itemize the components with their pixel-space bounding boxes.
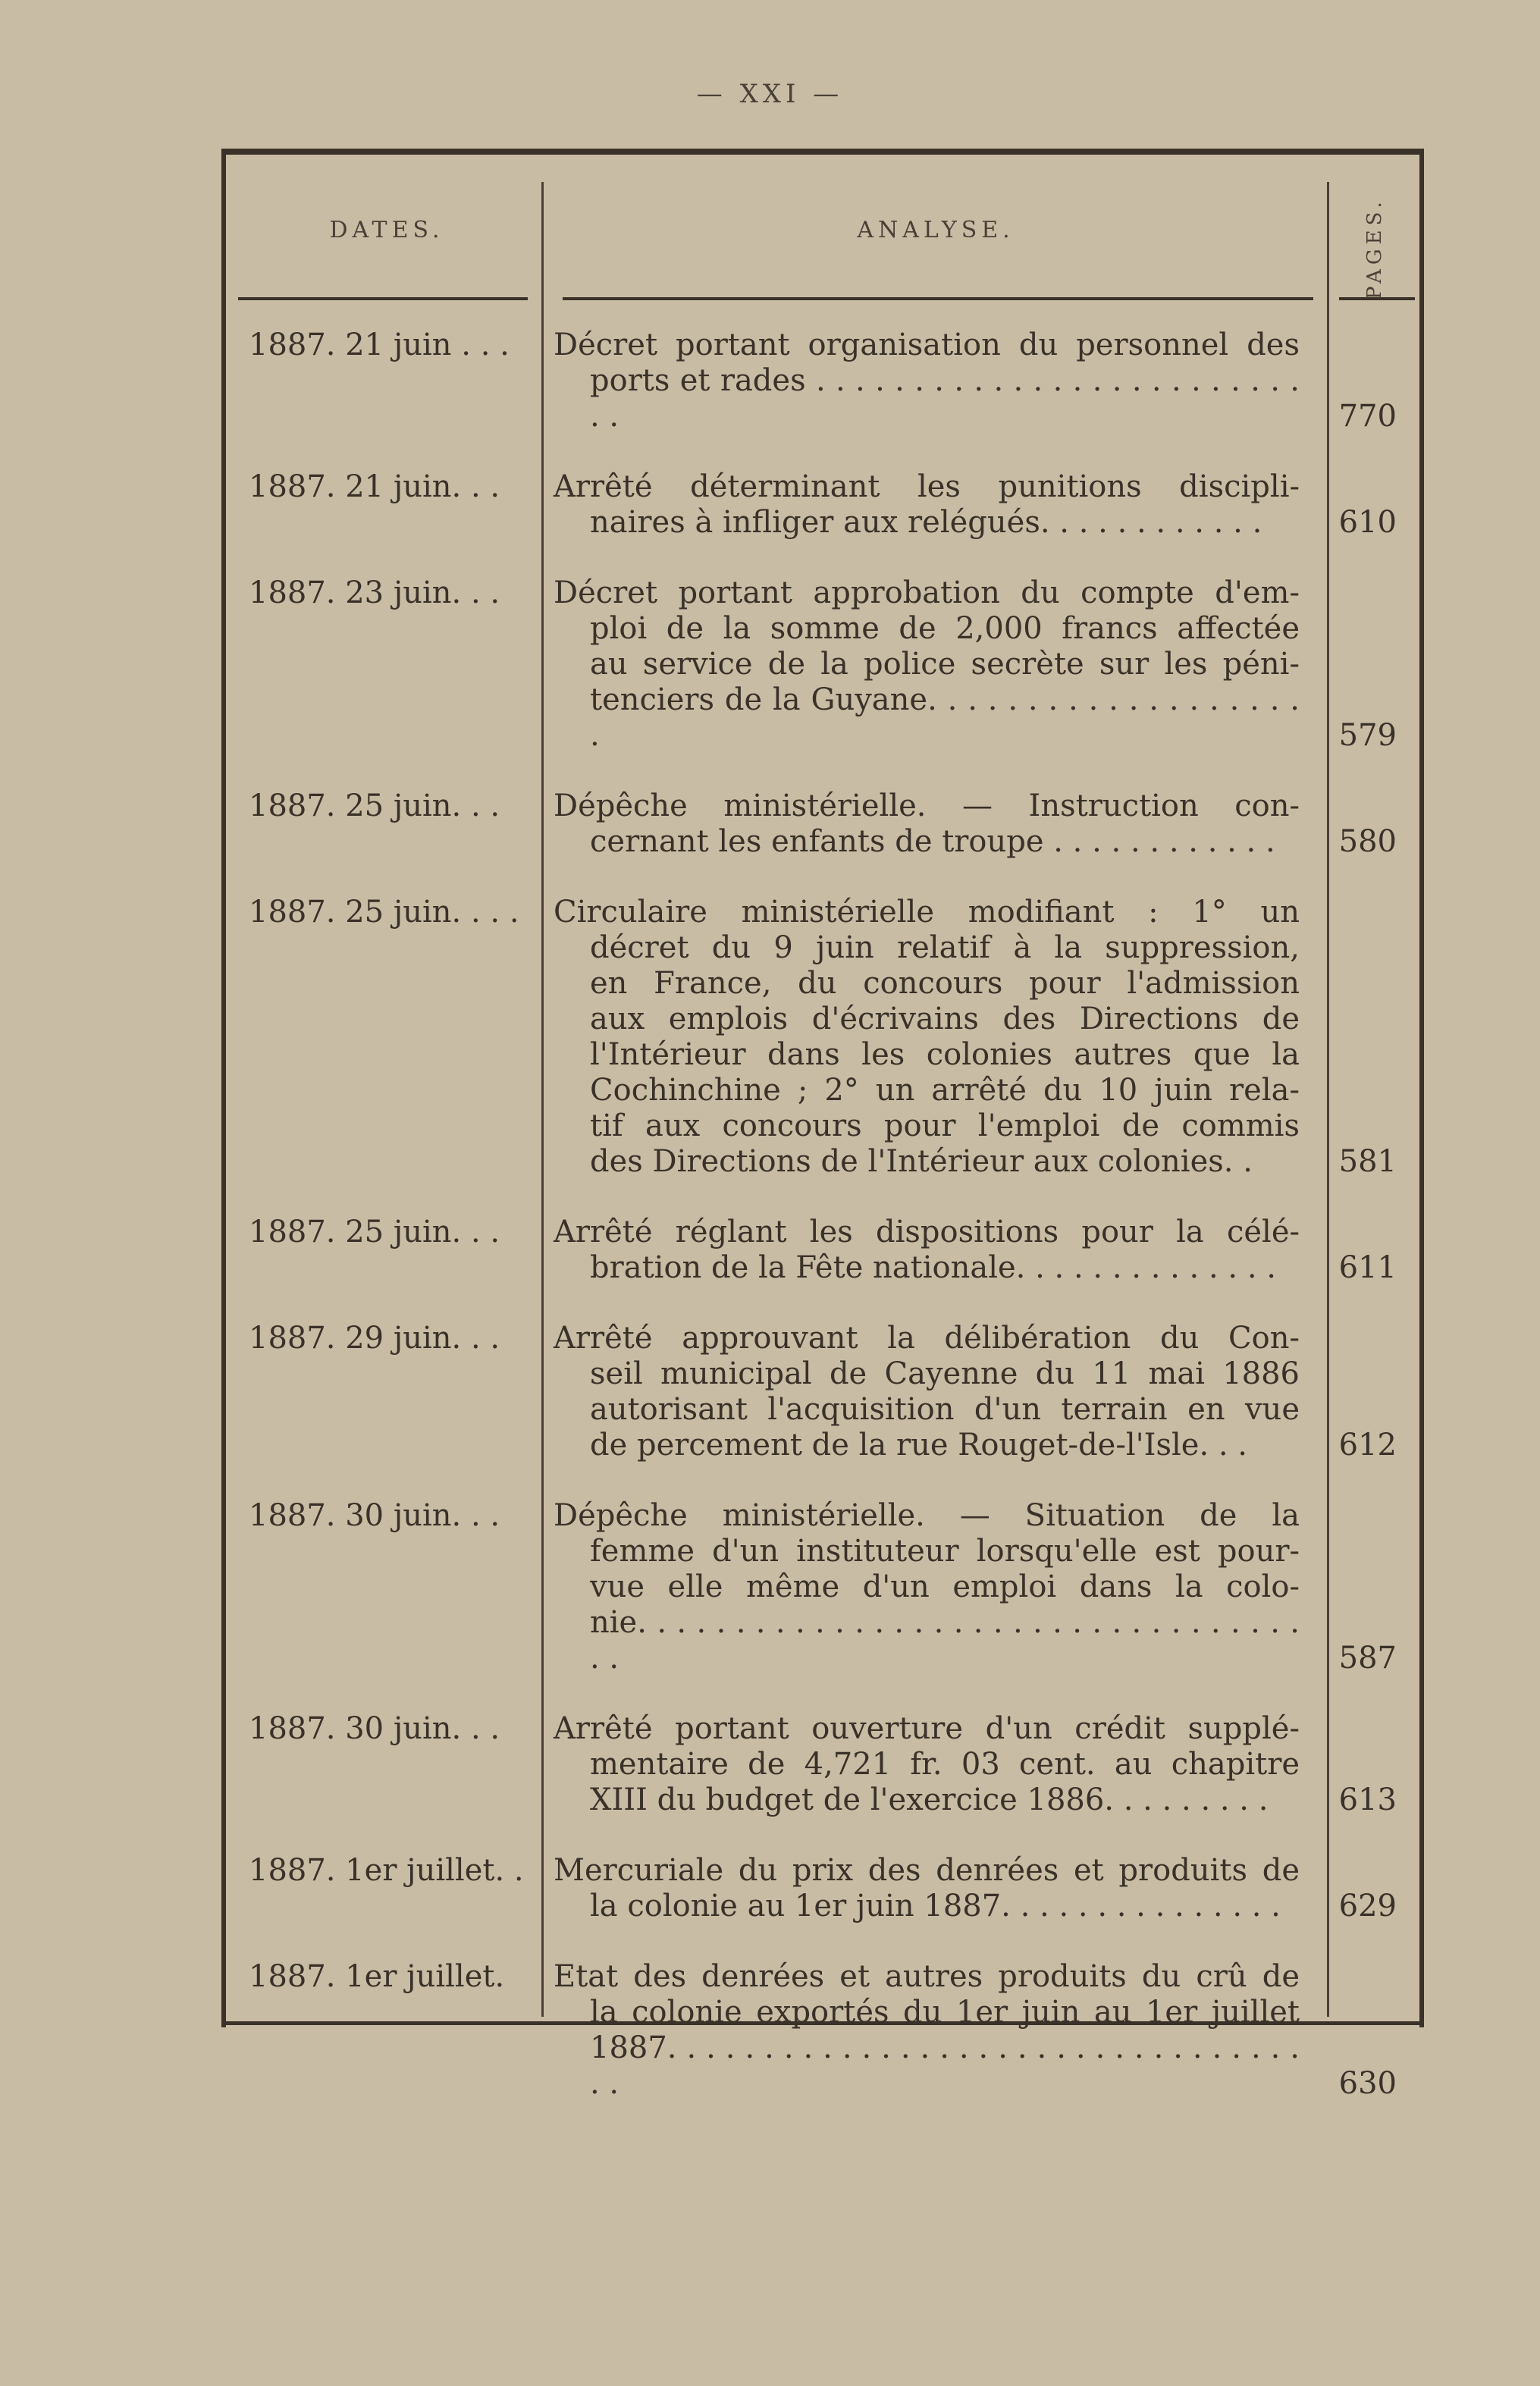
analysis-line: mentaire de 4,721 fr. 03 cent. au chapitre — [590, 1747, 1300, 1782]
table-row — [221, 789, 1424, 860]
analysis-line: la colonie exportés du 1er juin au 1er juillet — [590, 1995, 1300, 2030]
entry-page-number: 611 — [1338, 1250, 1397, 1285]
analysis-line: naires à infliger aux relégués. . . . . . . . . . . . — [590, 505, 1262, 540]
analysis-line: Décret portant approbation du compte d'em- — [554, 575, 1300, 610]
entry-page-number: 613 — [1338, 1782, 1397, 1817]
entry-date: 1887. 25 juin. . . — [249, 789, 500, 823]
entry-date: 1887. 21 juin. . . — [249, 469, 500, 504]
analysis-line: Décret portant organisation du personnel des — [554, 328, 1300, 362]
entry-analysis — [528, 328, 1300, 434]
analysis-line: Circulaire ministérielle modifiant : 1° un — [554, 895, 1300, 930]
analysis-line: autorisant l'acquisition d'un terrain en vue — [590, 1392, 1300, 1427]
entry-analysis — [528, 1711, 1300, 1818]
table-row — [221, 1711, 1424, 1818]
analysis-line: Arrêté réglant les dispositions pour la célé- — [554, 1215, 1300, 1249]
entry-page-number: 581 — [1338, 1144, 1397, 1179]
entry-analysis — [528, 575, 1300, 754]
analysis-line: Etat des denrées et autres produits du crû de — [554, 1959, 1300, 1994]
header-rule-dates — [238, 297, 528, 300]
column-header-analyse: ANALYSE. — [857, 217, 1015, 243]
analysis-line: tif aux concours pour l'emploi de commis — [590, 1108, 1300, 1143]
entry-page-number: 629 — [1338, 1889, 1397, 1924]
analysis-line: cernant les enfants de troupe . . . . . . . . . . . . — [590, 824, 1275, 859]
analysis-line: en France, du concours pour l'admission — [590, 966, 1300, 1001]
analysis-line: décret du 9 juin relatif à la suppression, — [590, 930, 1300, 965]
table-row — [221, 575, 1424, 754]
table-row — [221, 469, 1424, 541]
entry-analysis — [528, 469, 1300, 541]
entry-analysis — [528, 1321, 1300, 1463]
analysis-line: Arrêté déterminant les punitions discipli- — [554, 469, 1300, 504]
table-top-rule — [221, 149, 1424, 155]
entry-date: 1887. 21 juin . . . — [249, 328, 510, 362]
analysis-line: des Directions de l'Intérieur aux colonies. . — [590, 1144, 1253, 1179]
entry-analysis — [528, 895, 1300, 1180]
entry-date: 1887. 25 juin. . . — [249, 1215, 500, 1249]
analysis-line: seil municipal de Cayenne du 11 mai 1886 — [590, 1356, 1300, 1391]
analysis-line: Mercuriale du prix des denrées et produits de — [554, 1853, 1300, 1888]
analysis-line: Arrêté portant ouverture d'un crédit supplé- — [554, 1711, 1300, 1746]
entry-page-number: 587 — [1338, 1641, 1397, 1676]
entry-date: 1887. 25 juin. . . . — [249, 895, 519, 930]
entry-analysis — [528, 1853, 1300, 1924]
entry-page-number: 612 — [1338, 1428, 1397, 1463]
analysis-line: tenciers de la Guyane. . . . . . . . . . . . . . . . . . . . — [590, 682, 1300, 753]
entry-page-number: 630 — [1338, 2066, 1397, 2101]
entry-page-number: 770 — [1338, 399, 1397, 434]
entry-analysis — [528, 1498, 1300, 1676]
entry-date: 1887. 30 juin. . . — [249, 1711, 500, 1746]
entry-date: 1887. 23 juin. . . — [249, 575, 500, 610]
table-row — [221, 328, 1424, 434]
analysis-line: ports et rades . . . . . . . . . . . . . . . . . . . . . . . . . . . — [590, 363, 1300, 434]
analysis-line: vue elle même d'un emploi dans la colo- — [590, 1569, 1300, 1604]
column-header-pages: PAGES. — [1363, 197, 1386, 299]
analysis-line: au service de la police secrète sur les péni- — [590, 647, 1300, 682]
entry-page-number: 580 — [1338, 824, 1397, 859]
analysis-line: de percement de la rue Rouget-de-l'Isle. . . — [590, 1428, 1248, 1463]
page-number: — XXI — — [696, 79, 844, 109]
analysis-line: femme d'un instituteur lorsqu'elle est pour- — [590, 1534, 1300, 1569]
analysis-line: Arrêté approuvant la délibération du Con- — [554, 1321, 1300, 1356]
analysis-line: la colonie au 1er juin 1887. . . . . . . . . . . . . . . — [590, 1889, 1281, 1924]
analysis-line: Dépêche ministérielle. — Situation de la — [554, 1498, 1300, 1533]
analysis-line: ploi de la somme de 2,000 francs affectée — [590, 611, 1300, 646]
table-row — [221, 1215, 1424, 1286]
entry-date: 1887. 1er juillet. . — [249, 1853, 524, 1888]
entry-analysis — [528, 1215, 1300, 1286]
entry-page-number: 610 — [1338, 505, 1397, 540]
column-header-dates: DATES. — [329, 217, 444, 243]
table-body — [221, 328, 1424, 2137]
entry-date: 1887. 1er juillet. — [249, 1959, 505, 1994]
entry-analysis — [528, 1959, 1300, 2102]
analysis-line: bration de la Fête nationale. . . . . . . . . . . . . . — [590, 1250, 1276, 1285]
table-row — [221, 1321, 1424, 1463]
entry-analysis — [528, 789, 1300, 860]
analysis-line: l'Intérieur dans les colonies autres que la — [590, 1037, 1300, 1072]
entry-page-number: 579 — [1338, 718, 1397, 753]
entry-date: 1887. 30 juin. . . — [249, 1498, 500, 1533]
table-row — [221, 1853, 1424, 1924]
analysis-line: XIII du budget de l'exercice 1886. . . . . . . . . — [590, 1782, 1269, 1817]
table-row — [221, 895, 1424, 1180]
analysis-line: nie. . . . . . . . . . . . . . . . . . . . . . . . . . . . . . . . . . . . — [590, 1605, 1300, 1676]
index-table — [221, 149, 1424, 2101]
analysis-line: aux emplois d'écrivains des Directions de — [590, 1002, 1300, 1036]
analysis-line: Cochinchine ; 2° un arrêté du 10 juin rela- — [590, 1073, 1300, 1108]
analysis-line: Dépêche ministérielle. — Instruction con- — [554, 789, 1300, 823]
entry-date: 1887. 29 juin. . . — [249, 1321, 500, 1356]
analysis-line: 1887. . . . . . . . . . . . . . . . . . . . . . . . . . . . . . . . . . . — [590, 2030, 1300, 2101]
table-row — [221, 1498, 1424, 1676]
table-row — [221, 1959, 1424, 2102]
header-rule-analyse — [563, 297, 1313, 300]
